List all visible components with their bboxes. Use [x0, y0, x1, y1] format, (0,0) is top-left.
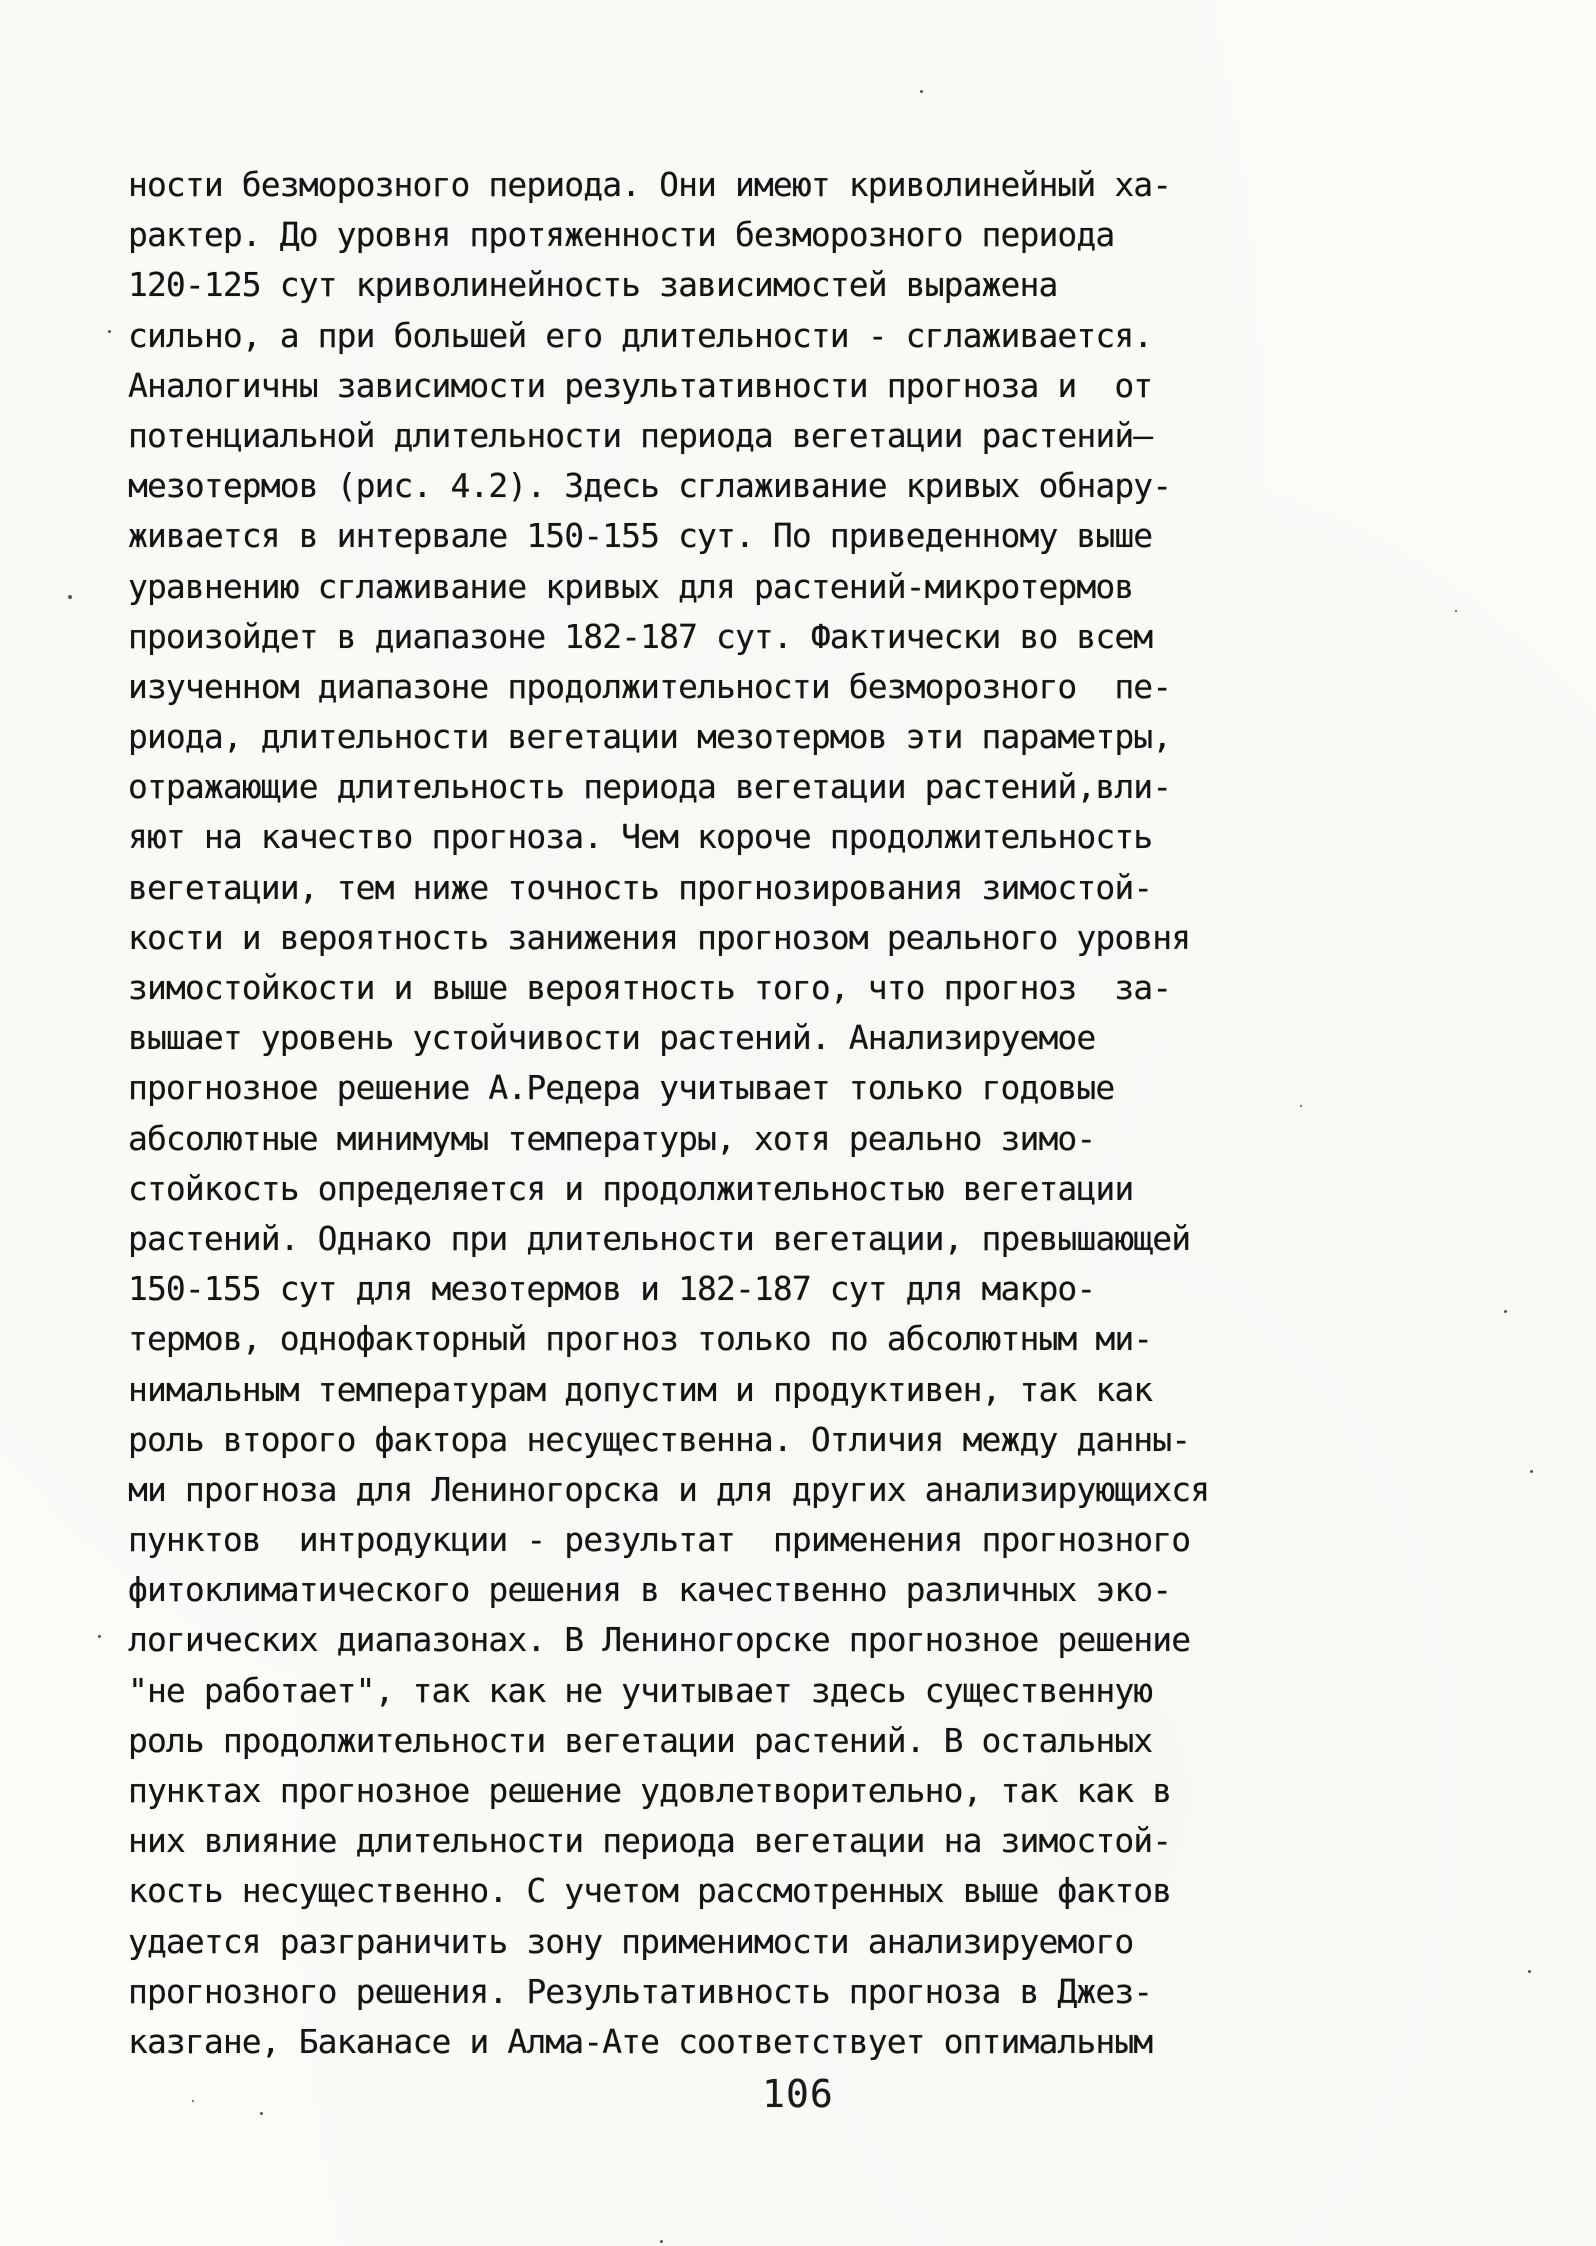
text-line: ности безморозного периода. Они имеют криволинейный ха-: [128, 165, 1172, 204]
text-line: абсолютные минимумы температуры, хотя реально зимо-: [128, 1118, 1096, 1158]
text-line: яют на качество прогноза. Чем короче продолжительность: [128, 817, 1153, 857]
text-line: потенциальной длительности периода вегетации растений—: [128, 415, 1153, 455]
text-line: кость несущественно. С учетом рассмотренных выше фактов: [128, 1871, 1172, 1911]
scan-speck: [1300, 1105, 1302, 1107]
text-line: вышает уровень устойчивости растений. Анализируемое: [128, 1018, 1096, 1058]
text-line: сильно, а при большей его длительности - сглаживается.: [128, 315, 1153, 355]
text-line: логических диапазонах. В Лениногорске прогнозное решение: [128, 1620, 1191, 1660]
text-line: ми прогноза для Лениногорска и для других анализирующихся: [128, 1469, 1210, 1509]
text-line: фитоклиматического решения в качественно различных эко-: [128, 1570, 1172, 1610]
text-line: уравнению сглаживание кривых для растений-микротермов: [128, 566, 1134, 606]
scan-speck: [98, 1635, 101, 1638]
scan-speck: [660, 2240, 663, 2243]
scan-speck: [68, 595, 72, 599]
body-text: [128, 160, 1468, 2067]
scan-speck: [1528, 1970, 1531, 1973]
text-line: "не работает", так как не учитывает здесь существенную: [128, 1670, 1153, 1710]
page-number: 106: [762, 2072, 834, 2116]
scan-speck: [108, 330, 111, 333]
text-line: нимальным температурам допустим и продуктивен, так как: [128, 1369, 1153, 1409]
text-line: 120-125 сут криволинейность зависимостей выражена: [128, 265, 1058, 305]
scan-speck: [1455, 610, 1457, 612]
scan-speck: [920, 90, 923, 93]
text-line: мезотермов (рис. 4.2). Здесь сглаживание кривых обнару-: [128, 466, 1172, 506]
text-line: казгане, Баканасе и Алма-Ате соответствует оптимальным: [128, 2021, 1153, 2061]
text-line: удается разграничить зону применимости анализируемого: [128, 1921, 1134, 1961]
text-line: роль второго фактора несущественна. Отличия между данны-: [128, 1419, 1191, 1459]
text-line: живается в интервале 150-155 сут. По приведенному выше: [128, 516, 1153, 556]
text-line: роль продолжительности вегетации растений. В остальных: [128, 1720, 1153, 1760]
text-line: изученном диапазоне продолжительности безморозного пе-: [128, 666, 1172, 706]
text-line: пунктов интродукции - результат применения прогнозного: [128, 1520, 1191, 1560]
scan-speck: [1504, 1310, 1507, 1313]
text-line: зимостойкости и выше вероятность того, что прогноз за-: [128, 968, 1172, 1007]
scan-speck: [1530, 1470, 1533, 1473]
text-line: отражающие длительность периода вегетации растений,вли-: [128, 767, 1172, 807]
scan-speck: [260, 2112, 263, 2115]
text-line: риода, длительности вегетации мезотермов эти параметры,: [128, 717, 1172, 757]
text-line: произойдет в диапазоне 182-187 сут. Фактически во всем: [128, 616, 1153, 656]
text-line: вегетации, тем ниже точность прогнозирования зимостой-: [128, 867, 1153, 907]
text-line: 150-155 сут для мезотермов и 182-187 сут для макро-: [128, 1269, 1096, 1309]
text-line: растений. Однако при длительности вегетации, превышающей: [128, 1218, 1191, 1258]
text-line: рактер. До уровня протяженности безморозного периода: [128, 215, 1115, 255]
text-line: пунктах прогнозное решение удовлетворительно, так как в: [128, 1771, 1172, 1810]
text-line: стойкость определяется и продолжительностью вегетации: [128, 1168, 1134, 1208]
text-line: кости и вероятность занижения прогнозом реального уровня: [128, 917, 1191, 957]
text-line: них влияние длительности периода вегетации на зимостой-: [128, 1821, 1172, 1861]
text-line: термов, однофакторный прогноз только по абсолютным ми-: [128, 1319, 1153, 1359]
scan-speck: [192, 2100, 194, 2102]
text-line: Аналогичны зависимости результативности прогноза и от: [128, 365, 1153, 405]
text-line: прогнозное решение А.Редера учитывает только годовые: [128, 1068, 1115, 1108]
text-line: прогнозного решения. Результативность прогноза в Джез-: [128, 1971, 1153, 2011]
